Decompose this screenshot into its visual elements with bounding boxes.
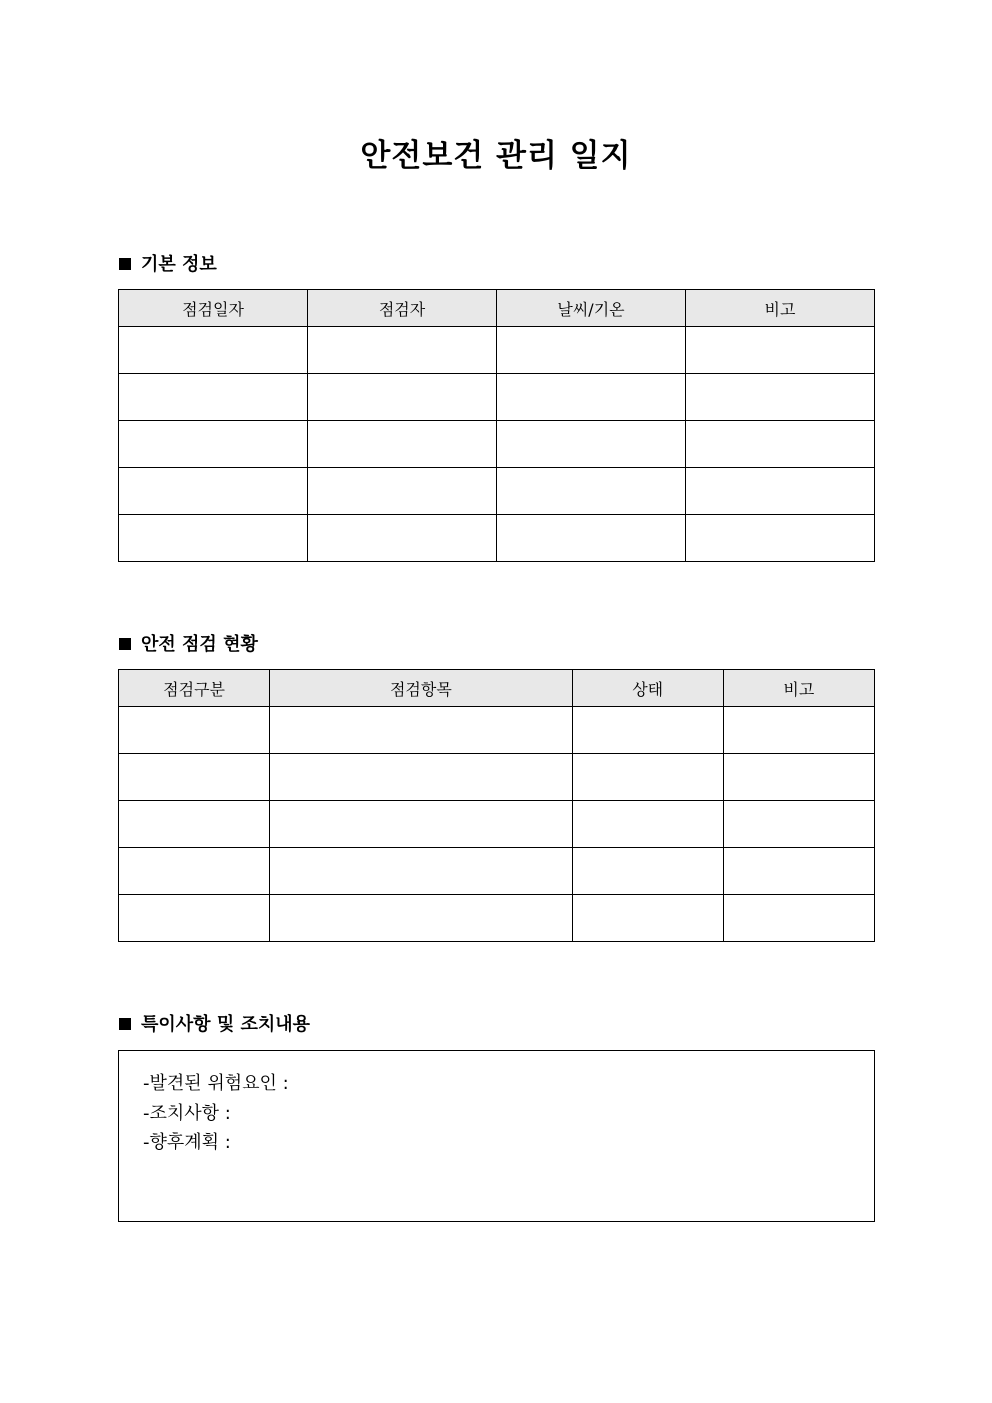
section-heading-notes [119, 1012, 310, 1038]
table-row [119, 468, 875, 515]
table-cell[interactable] [723, 754, 874, 801]
table-cell[interactable] [270, 895, 572, 942]
document-title: 안전보건 관리 일지 [360, 138, 632, 174]
table-cell[interactable] [119, 754, 270, 801]
table-row [119, 421, 875, 468]
table-row [119, 848, 875, 895]
table-cell[interactable] [119, 895, 270, 942]
column-header-inspector: 점검자 [308, 290, 497, 327]
table-header-row [119, 670, 875, 707]
column-header-check-item: 점검항목 [270, 670, 572, 707]
table-row [119, 707, 875, 754]
table-row [119, 374, 875, 421]
table-cell[interactable] [119, 801, 270, 848]
column-header-weather-temperature: 날씨/기온 [497, 290, 686, 327]
table-header-row [119, 290, 875, 327]
table-cell[interactable] [686, 468, 875, 515]
table-cell[interactable] [119, 327, 308, 374]
table-cell[interactable] [119, 848, 270, 895]
table-cell[interactable] [686, 327, 875, 374]
note-line-hazards-found: -발견된 위험요인 : [143, 1073, 289, 1094]
table-cell[interactable] [119, 468, 308, 515]
table-row [119, 801, 875, 848]
table-cell[interactable] [119, 374, 308, 421]
table-cell[interactable] [270, 754, 572, 801]
table-cell[interactable] [723, 801, 874, 848]
table-cell[interactable] [572, 707, 723, 754]
table-row [119, 327, 875, 374]
table-cell[interactable] [119, 515, 308, 562]
square-bullet-icon [119, 258, 131, 270]
section-heading-basic-info [119, 252, 217, 278]
section-heading-label: 안전 점검 현황 [141, 634, 258, 655]
table-cell[interactable] [572, 895, 723, 942]
column-header-status: 상태 [572, 670, 723, 707]
table-cell[interactable] [308, 515, 497, 562]
table-cell[interactable] [497, 374, 686, 421]
square-bullet-icon [119, 1018, 131, 1030]
table-cell[interactable] [497, 327, 686, 374]
table-row [119, 895, 875, 942]
safety-check-table [118, 669, 875, 942]
section-heading-label: 특이사항 및 조치내용 [141, 1014, 311, 1035]
table-row [119, 515, 875, 562]
table-cell[interactable] [308, 327, 497, 374]
table-cell[interactable] [686, 515, 875, 562]
table-cell[interactable] [308, 421, 497, 468]
table-cell[interactable] [308, 374, 497, 421]
table-cell[interactable] [572, 848, 723, 895]
column-header-inspection-date: 점검일자 [119, 290, 308, 327]
square-bullet-icon [119, 638, 131, 650]
table-cell[interactable] [119, 707, 270, 754]
table-cell[interactable] [572, 801, 723, 848]
note-line-future-plan: -향후계획 : [143, 1132, 231, 1153]
basic-info-table [118, 289, 875, 562]
table-cell[interactable] [270, 707, 572, 754]
column-header-remarks: 비고 [686, 290, 875, 327]
table-cell[interactable] [572, 754, 723, 801]
table-cell[interactable] [497, 421, 686, 468]
note-line-actions-taken: -조치사항 : [143, 1102, 231, 1124]
notes-box[interactable] [118, 1050, 875, 1222]
notes-list [119, 1051, 874, 1158]
table-cell[interactable] [723, 848, 874, 895]
table-cell[interactable] [723, 707, 874, 754]
section-heading-label: 기본 정보 [141, 254, 217, 275]
table-cell[interactable] [119, 421, 308, 468]
table-cell[interactable] [497, 515, 686, 562]
table-cell[interactable] [723, 895, 874, 942]
column-header-remarks: 비고 [723, 670, 874, 707]
table-row [119, 754, 875, 801]
section-heading-safety-check [119, 632, 258, 658]
column-header-check-category: 점검구분 [119, 670, 270, 707]
table-cell[interactable] [270, 801, 572, 848]
table-cell[interactable] [308, 468, 497, 515]
table-cell[interactable] [270, 848, 572, 895]
table-cell[interactable] [497, 468, 686, 515]
table-cell[interactable] [686, 374, 875, 421]
table-cell[interactable] [686, 421, 875, 468]
